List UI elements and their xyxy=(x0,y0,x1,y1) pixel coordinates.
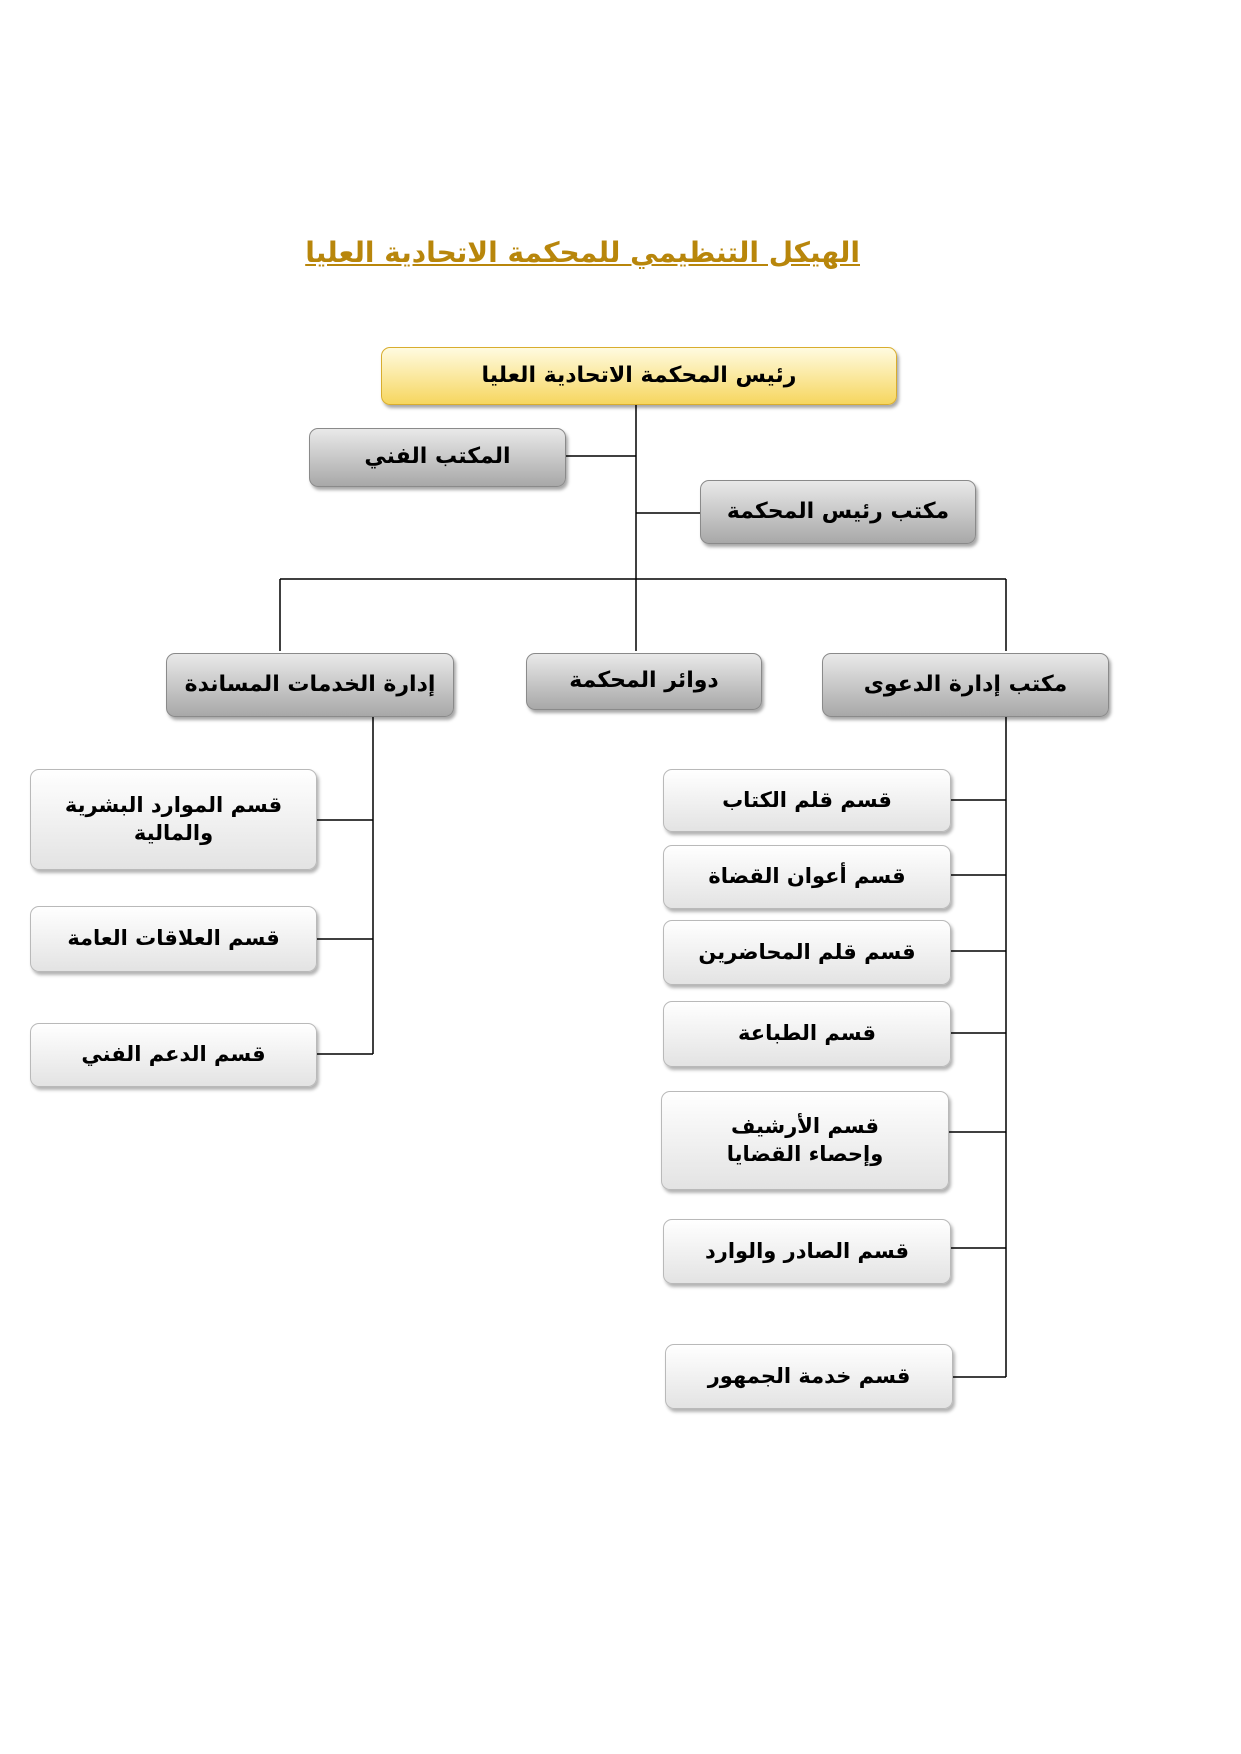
support-services-department-box: إدارة الخدمات المساندة xyxy=(166,653,454,717)
section-box: قسم الأرشيف وإحصاء القضايا xyxy=(661,1091,949,1190)
section-box: قسم خدمة الجمهور xyxy=(665,1344,953,1409)
section-box: قسم الطباعة xyxy=(663,1001,951,1067)
chart-title: الهيكل التنظيمي للمحكمة الاتحادية العليا xyxy=(305,236,860,269)
section-box: قسم العلاقات العامة xyxy=(30,906,317,972)
section-box: قسم الصادر والوارد xyxy=(663,1219,951,1284)
section-box: قسم الدعم الفني xyxy=(30,1023,317,1087)
case-management-office-box: مكتب إدارة الدعوى xyxy=(822,653,1109,717)
section-box: قسم الموارد البشرية والمالية xyxy=(30,769,317,870)
technical-office-box: المكتب الفني xyxy=(309,428,566,487)
court-circuits-box: دوائر المحكمة xyxy=(526,653,762,710)
court-president-box: رئيس المحكمة الاتحادية العليا xyxy=(381,347,897,405)
president-office-box: مكتب رئيس المحكمة xyxy=(700,480,976,544)
section-box: قسم أعوان القضاة xyxy=(663,845,951,909)
section-box: قسم قلم الكتاب xyxy=(663,769,951,832)
section-box: قسم قلم المحاضرين xyxy=(663,920,951,985)
